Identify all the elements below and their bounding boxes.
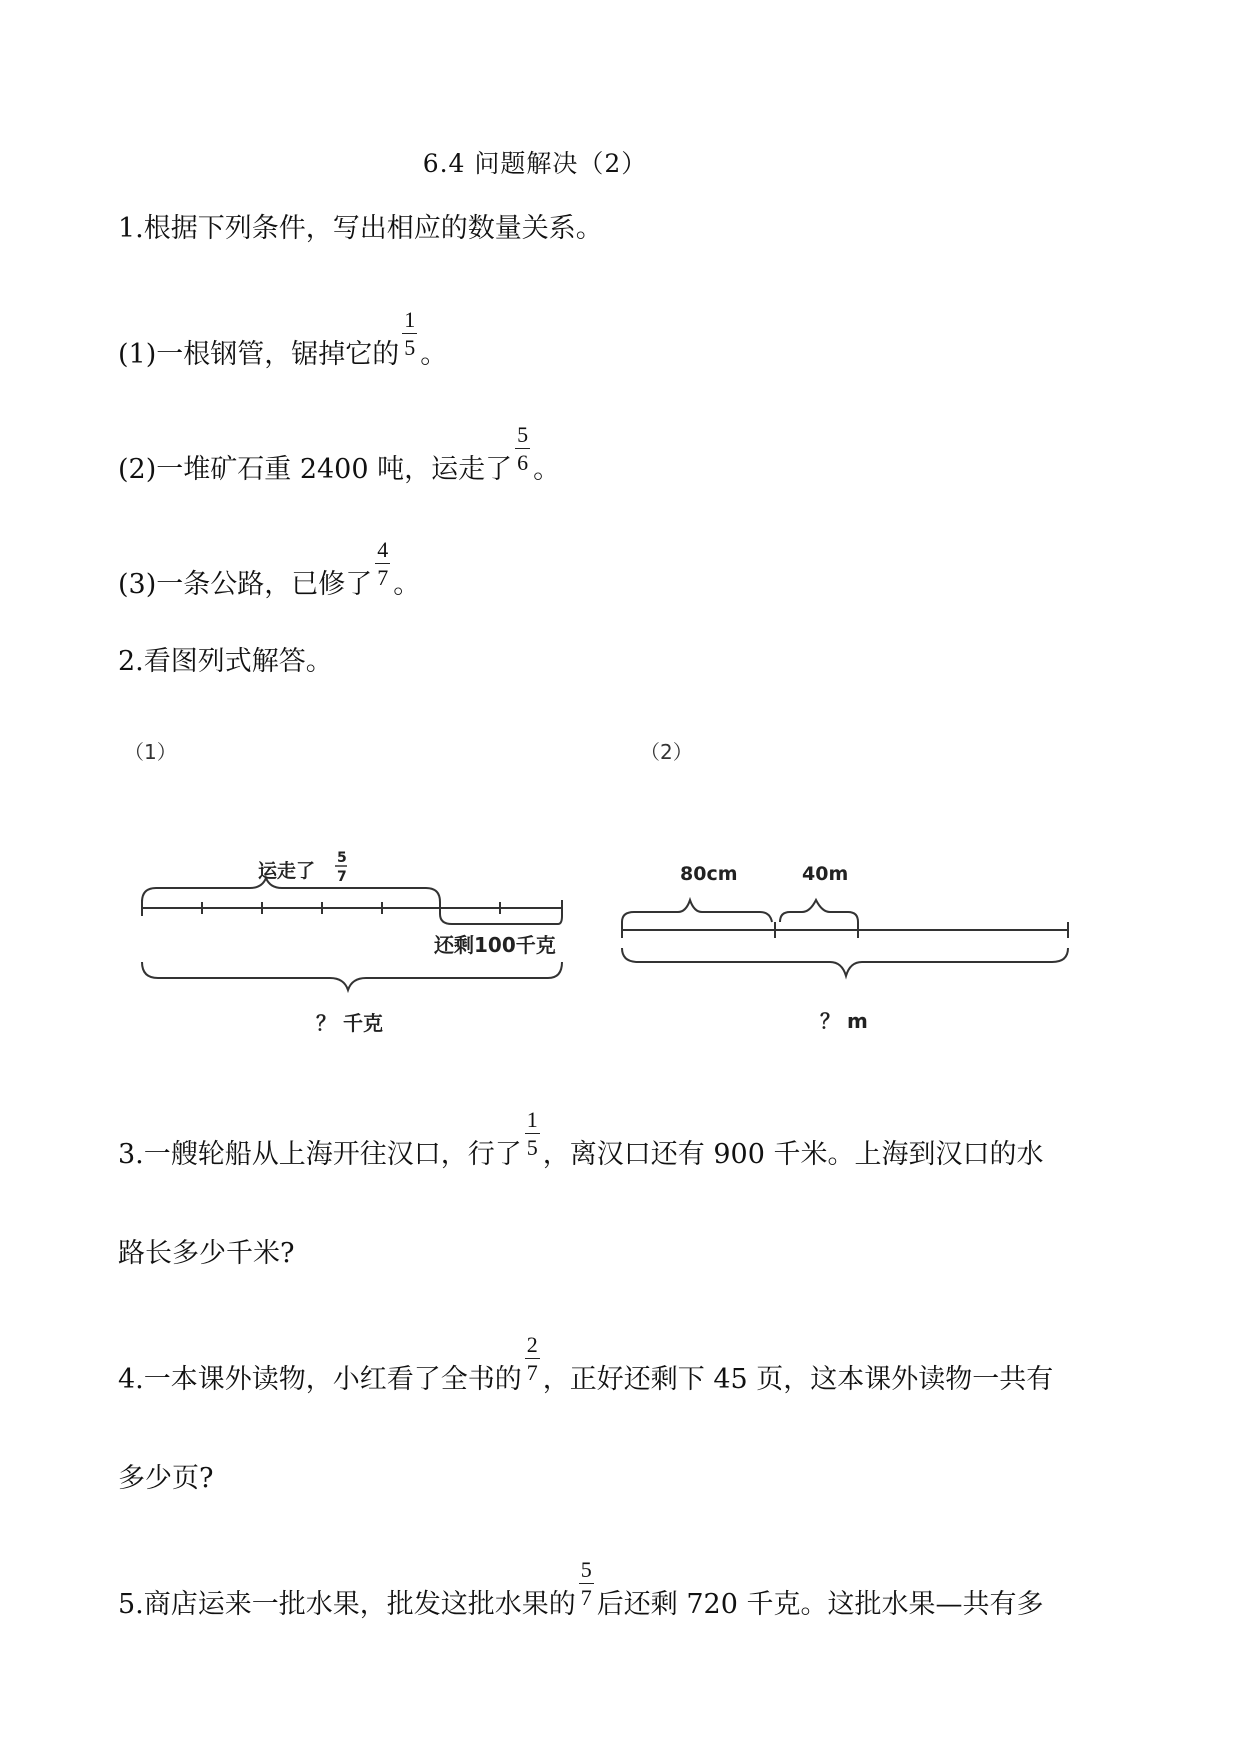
q2-prompt: 2.看图列式解答。	[118, 646, 333, 677]
fraction-denominator: 5	[526, 1135, 538, 1161]
q1-item-3-text: (3)一条公路，已修了	[118, 569, 373, 601]
q1-item-3-fraction	[375, 538, 390, 589]
seg1-label: 80cm	[680, 863, 738, 885]
fraction-numerator: 4	[375, 538, 390, 564]
q5-fraction	[579, 1558, 594, 1609]
q3-fraction	[525, 1108, 540, 1159]
seg1-brace	[622, 900, 772, 922]
fraction-numerator: 2	[525, 1333, 540, 1359]
q1-item-2	[118, 422, 1128, 496]
total-label: ？ 千克	[316, 1011, 383, 1035]
fraction-numerator: 1	[402, 308, 417, 334]
top-fraction-num: 5	[337, 850, 347, 866]
q4-fraction	[525, 1333, 540, 1384]
q4-line-2: 多少页?	[118, 1463, 214, 1494]
fraction-numerator: 5	[515, 423, 530, 449]
q3-text-end: ，离汉口还有 900 千米。上海到汉口的水	[542, 1139, 1044, 1171]
q5-line-1	[118, 1557, 1128, 1631]
q1-item-1-text: (1)一根钢管，锯掉它的	[118, 339, 400, 371]
top-fraction-den: 7	[337, 869, 347, 885]
q4-text-start: 4.一本课外读物，小红看了全书的	[118, 1364, 522, 1396]
fraction-denominator: 7	[377, 565, 389, 591]
q1-item-3	[118, 537, 1128, 611]
diagram-1-label: （1）	[124, 740, 177, 764]
top-label: 运走了	[258, 860, 316, 882]
q1-item-3-end: 。	[393, 569, 421, 601]
q1-item-2-fraction	[515, 423, 530, 474]
q1-prompt: 1.根据下列条件，写出相应的数量关系。	[118, 213, 603, 244]
q4-text-end: ，正好还剩下 45 页，这本课外读物一共有	[542, 1364, 1054, 1396]
diagram-1	[130, 830, 580, 1050]
seg2-label: 40m	[802, 863, 849, 885]
remain-brace	[440, 914, 562, 924]
fraction-numerator: 1	[525, 1108, 540, 1134]
q1-item-1-fraction	[402, 308, 417, 359]
q5-text-end: 后还剩 720 千克。这批水果—共有多	[596, 1589, 1044, 1621]
total-label: ？ m	[820, 1009, 868, 1033]
page-title: 6.4 问题解决（2）	[422, 149, 648, 178]
q1-item-1-end: 。	[420, 339, 448, 371]
q3-text-start: 3.一艘轮船从上海开往汉口，行了	[118, 1139, 522, 1171]
fraction-numerator: 5	[579, 1558, 594, 1584]
diagram-2-label: （2）	[640, 740, 693, 764]
q1-item-2-end: 。	[533, 454, 561, 486]
q1-item-1	[118, 307, 1128, 381]
diagram-2	[610, 830, 1090, 1050]
q1-item-2-text: (2)一堆矿石重 2400 吨，运走了	[118, 454, 513, 486]
q3-line-1	[118, 1107, 1128, 1181]
fraction-denominator: 5	[404, 335, 416, 361]
fraction-denominator: 7	[580, 1585, 592, 1611]
fraction-denominator: 6	[517, 450, 529, 476]
bottom-brace	[622, 948, 1068, 976]
bottom-brace	[142, 962, 562, 990]
q4-line-1	[118, 1332, 1128, 1406]
q3-line-2: 路长多少千米?	[118, 1238, 295, 1269]
fraction-denominator: 7	[526, 1360, 538, 1386]
seg2-brace	[780, 900, 858, 922]
remain-label: 还剩100千克	[434, 933, 556, 957]
q5-text-start: 5.商店运来一批水果，批发这批水果的	[118, 1589, 576, 1621]
